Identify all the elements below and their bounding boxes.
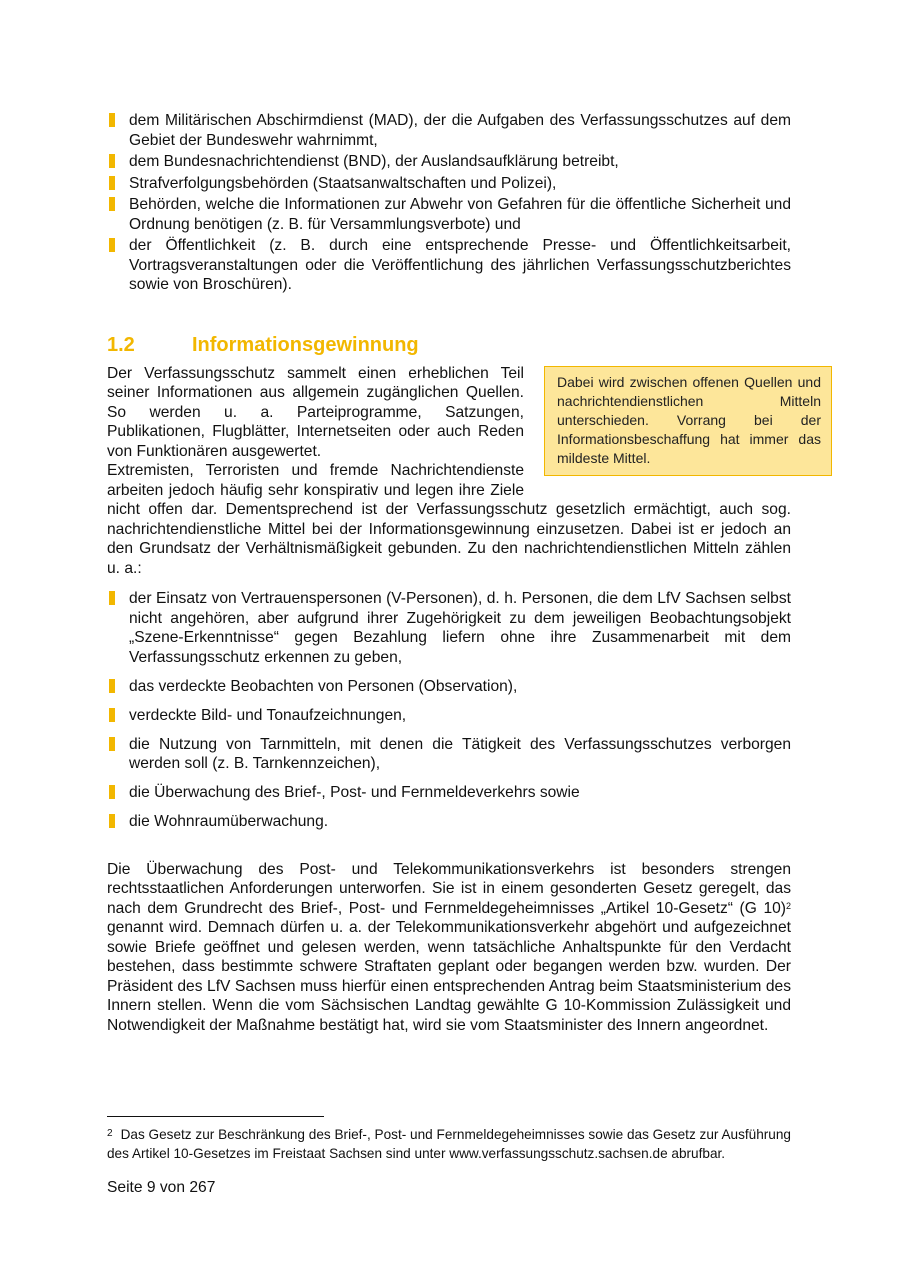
bullet-marker [109,176,115,190]
paragraph-text: Die Überwachung des Post- und Telekommunikationsverkehrs ist besonders strengen rechtsstaatlichen Anforderungen unterworfen. Sie ist in einem gesonderten Gesetz geregelt, das nach dem Grundrecht des Brief-, Post- und Fernmeldegeheimnisses „Artikel 10-Gesetz“ (G 10) [107,860,791,917]
list-item-text: Behörden, welche die Informationen zur Abwehr von Gefahren für die öffentliche Sicherheit und Ordnung benötigen (z. B. für Versammlungsverbote) und [129,196,791,233]
section-title: Informationsgewinnung [192,333,419,356]
section-heading [107,333,791,357]
intelligence-means-list [107,589,791,832]
bullet-marker [109,737,115,751]
bullet-marker [109,814,115,828]
list-item-text: die Wohnraumüberwachung. [129,813,329,830]
bullet-marker [109,197,115,211]
list-item-text: die Überwachung des Brief-, Post- und Fernmeldeverkehrs sowie [129,784,580,801]
bullet-marker [109,708,115,722]
list-item [107,706,791,726]
list-item-text: dem Militärischen Abschirmdienst (MAD), der die Aufgaben des Verfassungsschutzes auf dem Gebiet der Bundeswehr wahrnimmt, [129,112,791,149]
list-item [107,783,791,803]
list-item [107,195,791,234]
footnote-text: Das Gesetz zur Beschränkung des Brief-, Post- und Fernmeldegeheimnisses sowie das Gesetz zur Ausführung des Artikel 10-Gesetzes im Freistaat Sachsen sind unter www.verfassungsschutz.sachsen.de abrufbar. [107,1127,791,1161]
list-item-text: die Nutzung von Tarnmitteln, mit denen die Tätigkeit des Verfassungsschutzes verborgen werden soll (z. B. Tarnkennzeichen), [129,735,791,772]
document-body [107,111,821,1035]
footnote-separator [107,1116,324,1117]
list-item [107,677,791,697]
list-item-text: Strafverfolgungsbehörden (Staatsanwaltschaften und Polizei), [129,174,557,192]
bullet-marker [109,785,115,799]
list-item-text: dem Bundesnachrichtendienst (BND), der Auslandsaufklärung betreibt, [129,153,619,170]
list-item [107,735,791,774]
list-item-text: der Öffentlichkeit (z. B. durch eine entsprechende Presse- und Öffentlichkeitsarbeit, Vortragsveranstaltungen oder die Veröffentlichung des jährlichen Verfassungsschutzberichtes sowie von Broschüren). [129,237,791,293]
recipient-list [107,111,791,295]
footnote-reference[interactable]: 2 [785,900,791,911]
paragraph: Der Verfassungsschutz sammelt einen erheblichen Teil seiner Informationen aus allgemein zugänglichen Quellen. So werden u. a. Parteiprogramme, Satzungen, Publikationen, Flugblätter, Internetseiten oder auch Reden von Funktionären ausgewertet. [107,364,524,460]
footnote-number: 2 [107,1128,113,1139]
list-item [107,589,791,667]
list-item [107,174,791,194]
bullet-marker [109,679,115,693]
info-box: Dabei wird zwischen offenen Quellen und nachrichtendienstlichen Mitteln unterschieden. Vorrang bei der Informationsbeschaffung hat immer das mildeste Mittel. [544,366,832,476]
list-item [107,111,791,150]
paragraph: Extremisten, Terroristen und fremde Nachrichtendienste arbeiten jedoch häufig sehr konspirativ und legen ihre Ziele nicht offen dar. Dementsprechend ist der Verfassungsschutz gesetzlich ermächtigt, auch sog. nachrichtendienstliche Mittel bei der Informationsgewinnung einzusetzen. Dabei ist er jedoch an den Grundsatz der Verhältnismäßigkeit gebunden. Zu den nachrichtendienstlichen Mitteln zählen u. a.: [107,462,791,577]
bullet-marker [109,591,115,605]
footnote [107,1126,791,1162]
bullet-marker [109,238,115,252]
bullet-marker [109,154,115,168]
section-number: 1.2 [107,333,135,356]
list-item [107,236,791,295]
paragraph [107,860,791,1036]
list-item-text: verdeckte Bild- und Tonaufzeichnungen, [129,706,407,724]
bullet-marker [109,113,115,127]
list-item [107,812,791,832]
paragraph-text: genannt wird. Demnach dürfen u. a. der Telekommunikationsverkehr abgehört und aufgezeichnet sowie Briefe geöffnet und gelesen werden, wenn tatsächliche Anhaltspunkte für den Verdacht bestehen, dass bestimmte schwere Straftaten geplant oder begangen werden bzw. wurden. Der Präsident des LfV Sachsen muss hierfür einen entsprechenden Antrag beim Staatsministerium des Innern stellen. Wenn die vom Sächsischen Landtag gewählte G 10-Kommission Zulässigkeit und Notwendigkeit der Maßnahme bestätigt hat, wird sie vom Staatsminister des Innern angeordnet. [107,919,791,1034]
list-item [107,152,791,172]
list-item-text: der Einsatz von Vertrauenspersonen (V-Personen), d. h. Personen, die dem LfV Sachsen selbst nicht angehören, aber aufgrund ihrer Zugehörigkeit zu dem jeweiligen Beobachtungsobjekt „Szene-Erkenntnisse“ gegen Bezahlung liefern ohne ihre Zusammenarbeit mit dem Verfassungsschutz erkennen zu geben, [129,590,791,666]
list-item-text: das verdeckte Beobachten von Personen (Observation), [129,677,518,695]
page-number: Seite 9 von 267 [107,1179,216,1196]
